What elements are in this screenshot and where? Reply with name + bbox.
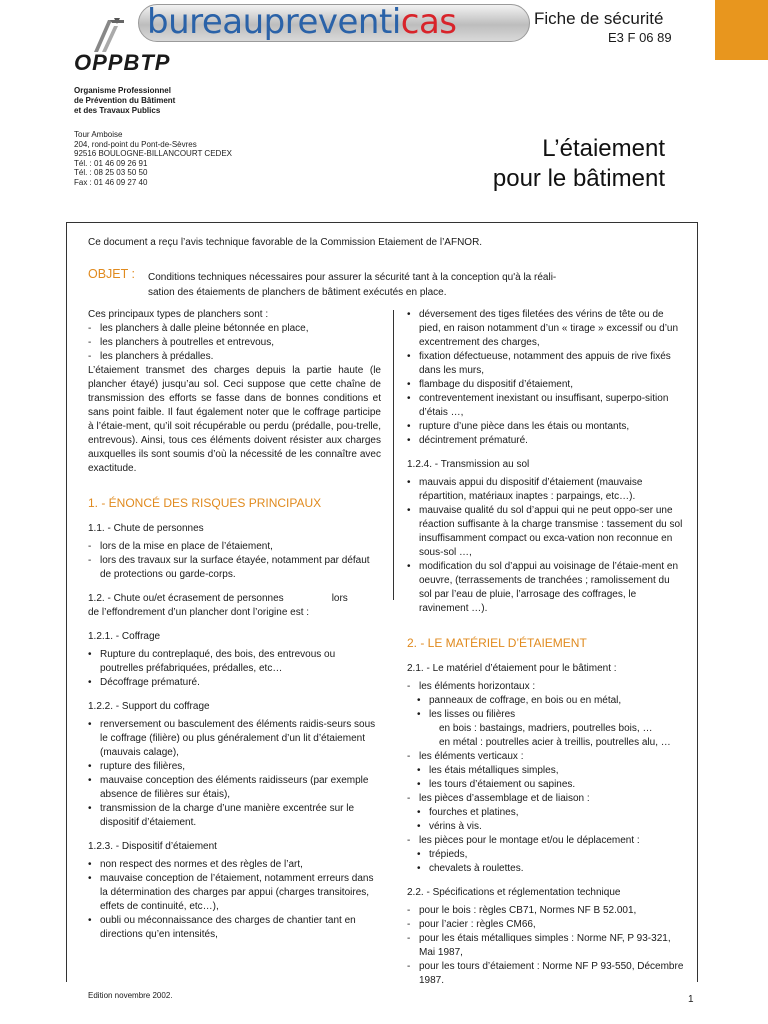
list-item: • mauvaise qualité du sol d’appui qui ne peut oppo-ser une réaction suffisante à la charge transmise : tassement du sol insuffisamment compact ou exca-vation non reconnue en sous-sol …, [407,505,683,558]
address-line: Tél. : 08 25 03 50 50 [74,168,148,177]
objet-line: Conditions techniques nécessaires pour assurer la sécurité tant à la conception qu'à la réali- [148,272,557,283]
banner-text-blue: bureaupreventi [147,2,401,42]
list-item: • déversement des tiges filetées des vérins de tête ou de pied, en raison notamment d’un « tirage » excessif ou d’un excentrement des charges, [407,309,679,348]
orange-corner-tab [715,0,768,60]
list-item: - les éléments verticaux : [407,751,524,762]
list-item: - pour les tours d’étaiement : Norme NF P 93-550, Décembre 1987. [407,961,684,986]
list-item [407,736,684,750]
banner-text [147,3,457,41]
subsection-title-part: lors [331,593,348,604]
list-item-text: mauvaise conception de l’étaiement, notamment erreurs dans la détermination des charges par appui (charges transitoires, effets de continuité, etc…), [100,873,374,912]
list-item: • mauvais appui du dispositif d’étaiement (mauvaise répartition, matériaux inaptes : parpaings, etc…). [407,477,643,502]
address-line: Tél. : 01 46 09 26 91 [74,158,148,168]
document-title [440,134,665,194]
list-item-text: pour l’acier : règles CM66, [419,919,536,930]
title-line-1: L’étaiement [542,135,665,162]
list-item: • vérins à vis. [417,821,482,832]
list-item-text: rupture d’une pièce dans les étais ou montants, [419,421,630,432]
subsection-title: 1.1. - Chute de personnes [88,523,204,534]
list-item-text: pour les tours d’étaiement : Norme NF P 93-550, Décembre 1987. [419,961,684,986]
page-number: 1 [688,994,694,1005]
list-item: • mauvaise conception des éléments raidisseurs (par exemple absence de filières sur étais), [88,775,369,800]
list-item-text: en métal : poutrelles acier à treillis, poutrelles alu, … [439,737,671,748]
title-line-2: pour le bâtiment [492,165,665,192]
list-item-text: lors de la mise en place de l’étaiement, [100,541,273,552]
list-item-text: Décoffrage prématuré. [100,677,200,688]
intro-paragraph: L’étaiement transmet des charges depuis la partie haute (le plancher étayé) jusqu’au sol. Ceci suppose que cette chaîne de transmission des efforts se fasse dans de bonnes conditions et sans point faible. Il faut également noter que le coffrage participe à l’étaie-ment, qu’il soit récupérable ou perdu (prédalle, pou-trelle, entrevous). Ainsi, tous ces éléments doivent résister aux charges auxquelles ils sont soumis d’où la nécessité de les connaître avec exactitude. [88,365,381,474]
subsection-title [88,592,381,620]
banner-text-red: cas [400,2,457,42]
list-item-text: transmission de la charge d’une manière excentrée sur le dispositif d’étaiement. [100,803,355,828]
intro-heading: Ces principaux types de planchers sont : [88,309,269,320]
list-item: • renversement ou basculement des éléments raidis-seurs sous le coffrage (filière) ou plus généralement d’un lit d’étaiement (mauvais calage), [88,719,376,758]
list-item-text: oubli ou méconnaissance des charges de chantier tant en directions qu’en intensités, [100,915,356,940]
list-item-text: panneaux de coffrage, en bois ou en métal, [429,695,622,706]
list-item-text: déversement des tiges filetées des vérins de tête ou de pied, en raison notamment d’un « tirage » excessif ou d’un excentrement des charges, [419,309,679,348]
list-item-text: mauvaise qualité du sol d’appui qui ne peut oppo-ser une réaction suffisante à la charge transmise : tassement du sol insuffisamment compact ou exca-vation non reconnue en sous-sol …, [419,505,683,558]
subsection-title: 1.2.4. - Transmission au sol [407,459,530,470]
list-item: - les éléments horizontaux : [407,681,536,692]
subsection-title-part: 1.2. - Chute ou/et écrasement de personnes [88,593,284,604]
list-item: • fixation défectueuse, notamment des appuis de rive fixés dans les murs, [407,351,671,376]
list-item-text: contreventement inexistant ou insuffisant, superpo-sition d’étais …, [419,393,669,418]
list-item-text: les planchers à prédalles. [100,351,214,362]
list-item-text: mauvaise conception des éléments raidisseurs (par exemple absence de filières sur étais), [100,775,369,800]
oppbtp-logo-icon [84,14,136,54]
organization-line: de Prévention du Bâtiment [74,96,176,105]
list-item-text: flambage du dispositif d’étaiement, [419,379,573,390]
list-item: • les tours d’étaiement ou sapines. [417,779,576,790]
subsection-title: 1.2.2. - Support du coffrage [88,701,210,712]
column-divider [393,310,394,600]
subsection-title-part: de l’effondrement d’un plancher dont l’origine est : [88,607,310,618]
list-item-text: mauvais appui du dispositif d’étaiement (mauvaise répartition, matériaux inaptes : parpaings, etc…). [419,477,643,502]
subsection-title: 2.2. - Spécifications et réglementation technique [407,887,621,898]
fiche-title: Fiche de sécurité [534,9,664,28]
list-item-text: les planchers à dalle pleine bétonnée en place, [100,323,309,334]
list-item-text: les étais métalliques simples, [429,765,559,776]
address-line: 92516 BOULOGNE-BILLANCOURT CEDEX [74,149,232,158]
right-column [407,308,684,988]
list-item-text: non respect des normes et des règles de l’art, [100,859,303,870]
objet-text [148,270,688,300]
afnor-notice: Ce document a reçu l’avis technique favorable de la Commission Etaiement de l’AFNOR. [88,237,483,248]
objet-label: OBJET : [88,267,136,281]
list-item: - pour les étais métalliques simples : Norme NF, P 93-321, Mai 1987, [407,933,671,958]
list-item: • contreventement inexistant ou insuffisant, superpo-sition d’étais …, [407,393,669,418]
edition-date: Edition novembre 2002. [88,991,173,1000]
list-item-text: les éléments verticaux : [419,751,524,762]
list-item: • rupture des filières, [88,761,186,772]
bureaupreventicas-banner [138,4,530,42]
list-item: - les pièces pour le montage et/ou le déplacement : [407,835,640,846]
objet-line: sation des étaiements de planchers de bâtiment exécutés en place. [148,287,447,298]
list-item-text: modification du sol d’appui au voisinage de l’étaie-ment en oeuvre, (terrassements de tranchées ; ramolissement du sol par l’eau de pluie, l’arrosage des coffrages, le ravinement …). [419,561,679,614]
list-item: • modification du sol d’appui au voisinage de l’étaie-ment en oeuvre, (terrassements de tranchées ; ramolissement du sol par l’eau de pluie, l’arrosage des coffrages, le ravinement …). [407,561,679,614]
oppbtp-logo-text: OPPBTP [74,50,171,75]
address-block [74,130,232,187]
left-column [88,308,381,942]
list-item: • Décoffrage prématuré. [88,677,200,688]
list-item: • oubli ou méconnaissance des charges de chantier tant en directions qu’en intensités, [88,915,356,940]
list-item-text: les éléments horizontaux : [419,681,536,692]
list-item-text: rupture des filières, [100,761,186,772]
list-item-text: fourches et platines, [429,807,519,818]
address-line: 204, rond-point du Pont-de-Sèvres [74,139,197,149]
list-item: - les planchers à dalle pleine bétonnée en place, [88,323,309,334]
list-item-text: renversement ou basculement des éléments raidis-seurs sous le coffrage (filière) ou plus généralement d’un lit d’étaiement (mauvais calage), [100,719,376,758]
list-item: • Rupture du contreplaqué, des bois, des entrevous ou poutrelles préfabriquées, prédalles, etc… [88,649,336,674]
list-item-text: les planchers à poutrelles et entrevous, [100,337,274,348]
list-item-text: chevalets à roulettes. [429,863,524,874]
list-item: - les pièces d’assemblage et de liaison : [407,793,590,804]
list-item: • les lisses ou filières [417,709,516,720]
subsection-title: 1.2.3. - Dispositif d’étaiement [88,841,217,852]
list-item-text: les lisses ou filières [429,709,516,720]
list-item: - lors de la mise en place de l’étaiement, [88,541,273,552]
address-line: Fax : 01 46 09 27 40 [74,177,148,187]
list-item-text: les pièces pour le montage et/ou le déplacement : [419,835,640,846]
list-item-text: Rupture du contreplaqué, des bois, des entrevous ou poutrelles préfabriquées, prédalles, etc… [100,649,336,674]
fiche-code: E3 F 06 89 [608,30,672,45]
list-item-text: lors des travaux sur la surface étayée, notamment par défaut de protections ou garde-corps. [100,555,370,580]
list-item-text: pour le bois : règles CB71, Normes NF B 52.001, [419,905,637,916]
list-item: - les planchers à poutrelles et entrevous, [88,337,274,348]
list-item: • flambage du dispositif d’étaiement, [407,379,573,390]
list-item-text: trépieds, [429,849,468,860]
list-item: • fourches et platines, [417,807,519,818]
list-item: • chevalets à roulettes. [417,863,524,874]
list-item: • transmission de la charge d’une manière excentrée sur le dispositif d’étaiement. [88,803,355,828]
list-item: • panneaux de coffrage, en bois ou en métal, [417,695,622,706]
list-item: • trépieds, [417,849,468,860]
list-item-text: en bois : bastaings, madriers, poutrelles bois, … [439,723,653,734]
list-item: • rupture d’une pièce dans les étais ou montants, [407,421,630,432]
organization-name [74,86,175,116]
list-item: • les étais métalliques simples, [417,765,559,776]
address-line: Tour Amboise [74,130,123,139]
list-item: • non respect des normes et des règles de l’art, [88,859,303,870]
list-item-text: vérins à vis. [429,821,482,832]
list-item-text: fixation défectueuse, notamment des appuis de rive fixés dans les murs, [419,351,671,376]
list-item-text: pour les étais métalliques simples : Norme NF, P 93-321, Mai 1987, [419,933,671,958]
list-item: - lors des travaux sur la surface étayée, notamment par défaut de protections ou garde-corps. [88,555,370,580]
organization-line: Organisme Professionnel [74,86,171,95]
list-item: • mauvaise conception de l’étaiement, notamment erreurs dans la détermination des charges par appui (charges transitoires, effets de continuité, etc…), [88,873,374,912]
list-item: • décintrement prématuré. [407,435,528,446]
list-item-text: les tours d’étaiement ou sapines. [429,779,576,790]
subsection-title: 1.2.1. - Coffrage [88,631,161,642]
list-item: - pour le bois : règles CB71, Normes NF B 52.001, [407,905,637,916]
list-item-text: les pièces d’assemblage et de liaison : [419,793,590,804]
list-item: - pour l’acier : règles CM66, [407,919,536,930]
list-item-text: décintrement prématuré. [419,435,528,446]
section-1-title: 1. - ÉNONCÉ DES RISQUES PRINCIPAUX [88,496,322,510]
organization-line: et des Travaux Publics [74,106,161,115]
subsection-title: 2.1. - Le matériel d’étaiement pour le bâtiment : [407,663,617,674]
list-item [407,722,684,736]
section-2-title: 2. - LE MATÉRIEL D’ÉTAIEMENT [407,636,587,650]
list-item: - les planchers à prédalles. [88,351,214,362]
